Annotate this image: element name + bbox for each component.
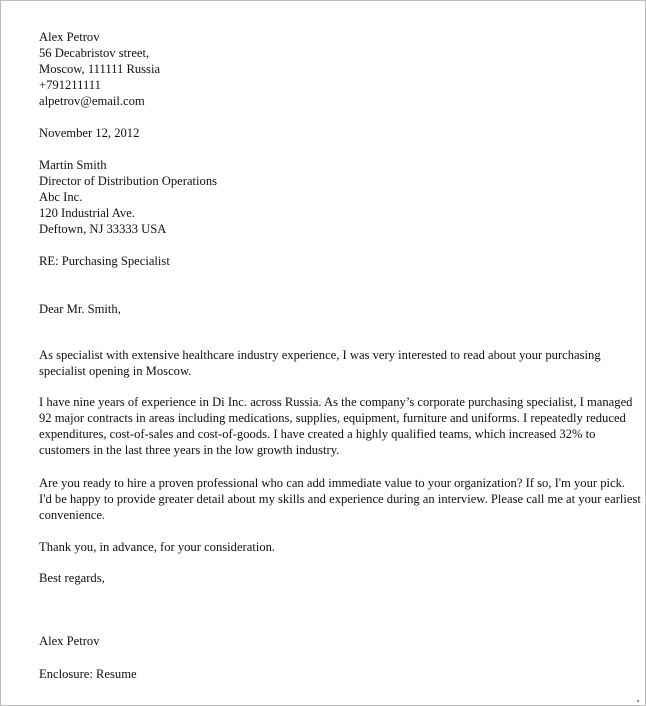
sender-city: Moscow, 111111 Russia — [39, 62, 161, 76]
sender-email: alpetrov@email.com — [39, 94, 145, 108]
body-paragraph-1 — [39, 347, 614, 379]
recipient-name: Martin Smith — [39, 158, 107, 172]
subject-line: RE: Purchasing Specialist — [39, 254, 170, 268]
sender-name: Alex Petrov — [39, 30, 100, 44]
sender-phone: +791211111 — [39, 78, 101, 92]
recipient-company: Abc Inc. — [39, 190, 83, 204]
paragraph-line: convenience. — [39, 508, 106, 522]
recipient-city: Deftown, NJ 33333 USA — [39, 222, 167, 236]
paragraph-line: As specialist with extensive healthcare industry experience, I was very interested to read about your purchasing — [39, 348, 601, 362]
paragraph-line: specialist opening in Moscow. — [39, 364, 192, 378]
paragraph-line: 92 major contracts in areas including medications, supplies, equipment, furniture and uniforms. I repeatedly reduced — [39, 411, 626, 425]
enclosure-line: Enclosure: Resume — [39, 667, 137, 681]
body-paragraph-2 — [39, 394, 633, 458]
body-paragraph-3 — [39, 475, 641, 523]
sender-street: 56 Decabristov street, — [39, 46, 150, 60]
body-paragraph-4: Thank you, in advance, for your consideration. — [39, 540, 276, 554]
salutation: Dear Mr. Smith, — [39, 302, 121, 316]
paragraph-line: Are you ready to hire a proven professional who can add immediate value to your organization? If so, I'm your pick. — [39, 476, 626, 490]
paragraph-line: I have nine years of experience in Di Inc. across Russia. As the company’s corporate purchasing specialist, I managed — [39, 395, 633, 409]
letter-date: November 12, 2012 — [39, 126, 140, 140]
signature-name: Alex Petrov — [39, 634, 100, 648]
closing: Best regards, — [39, 571, 105, 585]
paragraph-line: customers in the last three years in the low growth industry. — [39, 443, 340, 457]
recipient-street: 120 Industrial Ave. — [39, 206, 135, 220]
paragraph-line: expenditures, cost-of-sales and cost-of-goods. I have created a highly qualified teams, which increased 32% to — [39, 427, 596, 441]
paragraph-line: I'd be happy to provide greater detail about my skills and experience during an interview. Please call me at your earliest — [39, 492, 641, 506]
corner-mark — [637, 700, 639, 702]
recipient-title: Director of Distribution Operations — [39, 174, 218, 188]
